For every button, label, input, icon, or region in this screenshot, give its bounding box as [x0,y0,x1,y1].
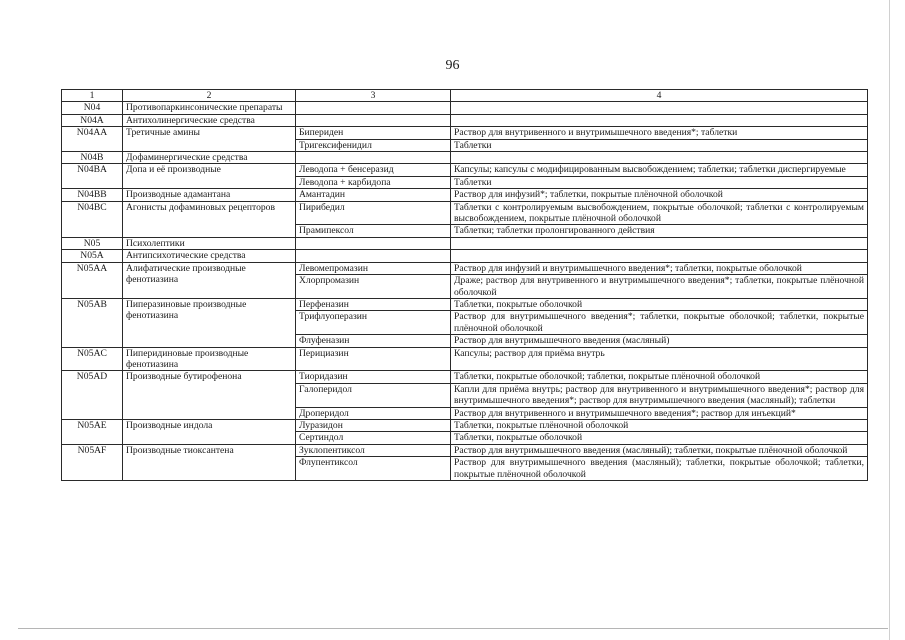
drug-name-cell: Флуфеназин [296,335,451,347]
page-number: 96 [445,58,460,73]
group-name-cell: Пиперидиновые производные фенотиазина [123,347,296,371]
dosage-form-cell: Таблетки; таблетки пролонгированного действия [451,225,868,237]
drug-name-cell [296,102,451,114]
group-name-cell: Производные тиоксантена [123,444,296,480]
atc-code-cell: N05AB [62,298,123,347]
drug-name-cell: Прамипексол [296,225,451,237]
table-row [62,102,868,114]
drug-name-cell [296,237,451,249]
column-number-row [62,90,868,102]
drug-name-cell: Тригексифенидил [296,139,451,151]
dosage-form-cell [451,250,868,262]
group-name-cell: Алифатические производные фенотиазина [123,262,296,298]
drug-name-cell [296,114,451,126]
group-name-cell: Допа и её производные [123,164,296,189]
dosage-form-cell: Раствор для внутривенного и внутримышечного введения*; таблетки [451,127,868,139]
drug-name-cell: Леводопа + карбидопа [296,176,451,188]
table-row [62,189,868,201]
table-row [62,127,868,139]
table-row [62,250,868,262]
drug-name-cell: Дроперидол [296,407,451,419]
dosage-form-cell: Таблетки с контролируемым высвобождением, покрытые оболочкой; таблетки с контролируемым высвобождением, покрытые плёночной оболочкой [451,201,868,225]
column-number-3: 3 [296,90,451,102]
dosage-form-cell: Таблетки, покрытые оболочкой [451,298,868,310]
dosage-form-cell: Драже; раствор для внутривенного и внутримышечного введения*; таблетки, покрытые плёночной оболочкой [451,275,868,299]
group-name-cell: Производные индола [123,419,296,444]
atc-code-cell: N05AC [62,347,123,371]
table-row [62,444,868,456]
table-row [62,347,868,371]
group-name-cell: Производные бутирофенона [123,371,296,420]
table-row [62,114,868,126]
column-number-1: 1 [62,90,123,102]
drug-name-cell: Левомепромазин [296,262,451,274]
drug-name-cell: Леводопа + бенсеразид [296,164,451,176]
atc-code-cell: N05AE [62,419,123,444]
scan-artifact-bottom [18,628,888,629]
group-name-cell: Производные адамантана [123,189,296,201]
dosage-form-cell: Раствор для внутривенного и внутримышечного введения*; раствор для инъекций* [451,407,868,419]
group-name-cell: Противопаркинсонические препараты [123,102,296,114]
dosage-form-cell: Раствор для внутримышечного введения*; таблетки, покрытые оболочкой; таблетки, покрытые плёночной оболочкой [451,311,868,335]
dosage-form-cell: Раствор для инфузий*; таблетки, покрытые плёночной оболочкой [451,189,868,201]
drug-classification-table [61,89,868,481]
dosage-form-cell [451,114,868,126]
atc-code-cell: N05AD [62,371,123,420]
atc-code-cell: N04AA [62,127,123,152]
table-row [62,419,868,431]
dosage-form-cell: Раствор для инфузий и внутримышечного введения*; таблетки, покрытые оболочкой [451,262,868,274]
drug-name-cell: Луразидон [296,419,451,431]
group-name-cell: Агонисты дофаминовых рецепторов [123,201,296,237]
scan-artifact-right [889,0,890,640]
table-row [62,237,868,249]
dosage-form-cell: Таблетки, покрытые оболочкой; таблетки, покрытые плёночной оболочкой [451,371,868,383]
drug-name-cell: Хлорпромазин [296,275,451,299]
dosage-form-cell: Таблетки [451,176,868,188]
column-number-4: 4 [451,90,868,102]
group-name-cell: Антипсихотические средства [123,250,296,262]
atc-code-cell: N05A [62,250,123,262]
group-name-cell: Антихолинергические средства [123,114,296,126]
table-row [62,262,868,274]
dosage-form-cell: Таблетки, покрытые плёночной оболочкой [451,419,868,431]
dosage-form-cell: Капсулы; капсулы с модифицированным высвобождением; таблетки; таблетки диспергируемые [451,164,868,176]
atc-code-cell: N05 [62,237,123,249]
table-row [62,371,868,383]
drug-name-cell: Сертиндол [296,432,451,444]
atc-code-cell: N04BC [62,201,123,237]
drug-name-cell [296,152,451,164]
group-name-cell: Третичные амины [123,127,296,152]
atc-code-cell: N04BA [62,164,123,189]
dosage-form-cell: Капли для приёма внутрь; раствор для внутривенного и внутримышечного введения*; раствор для внутримышечного введения*; раствор для внутримышечного введения (масляный); таблетки [451,383,868,407]
drug-name-cell: Флупентиксол [296,457,451,481]
dosage-form-cell: Раствор для внутримышечного введения (масляный) [451,335,868,347]
drug-name-cell: Трифлуоперазин [296,311,451,335]
drug-name-cell: Бипериден [296,127,451,139]
group-name-cell: Психолептики [123,237,296,249]
atc-code-cell: N04BB [62,189,123,201]
group-name-cell: Дофаминергические средства [123,152,296,164]
drug-name-cell: Амантадин [296,189,451,201]
column-number-2: 2 [123,90,296,102]
atc-code-cell: N05AA [62,262,123,298]
drug-name-cell: Тиоридазин [296,371,451,383]
drug-name-cell: Зуклопентиксол [296,444,451,456]
dosage-form-cell [451,102,868,114]
atc-code-cell: N04B [62,152,123,164]
group-name-cell: Пиперазиновые производные фенотиазина [123,298,296,347]
dosage-form-cell: Раствор для внутримышечного введения (масляный); таблетки, покрытые оболочкой; таблетки, покрытые плёночной оболочкой [451,457,868,481]
table-row [62,164,868,176]
drug-name-cell: Перициазин [296,347,451,371]
dosage-form-cell [451,237,868,249]
drug-name-cell [296,250,451,262]
dosage-form-cell: Таблетки [451,139,868,151]
drug-name-cell: Перфеназин [296,298,451,310]
table-row [62,201,868,225]
drug-name-cell: Галоперидол [296,383,451,407]
atc-code-cell: N04 [62,102,123,114]
atc-code-cell: N04A [62,114,123,126]
table-row [62,298,868,310]
drug-name-cell: Пирибедил [296,201,451,225]
dosage-form-cell [451,152,868,164]
dosage-form-cell: Капсулы; раствор для приёма внутрь [451,347,868,371]
atc-code-cell: N05AF [62,444,123,480]
table-row [62,152,868,164]
dosage-form-cell: Таблетки, покрытые оболочкой [451,432,868,444]
dosage-form-cell: Раствор для внутримышечного введения (масляный); таблетки, покрытые плёночной оболочкой [451,444,868,456]
